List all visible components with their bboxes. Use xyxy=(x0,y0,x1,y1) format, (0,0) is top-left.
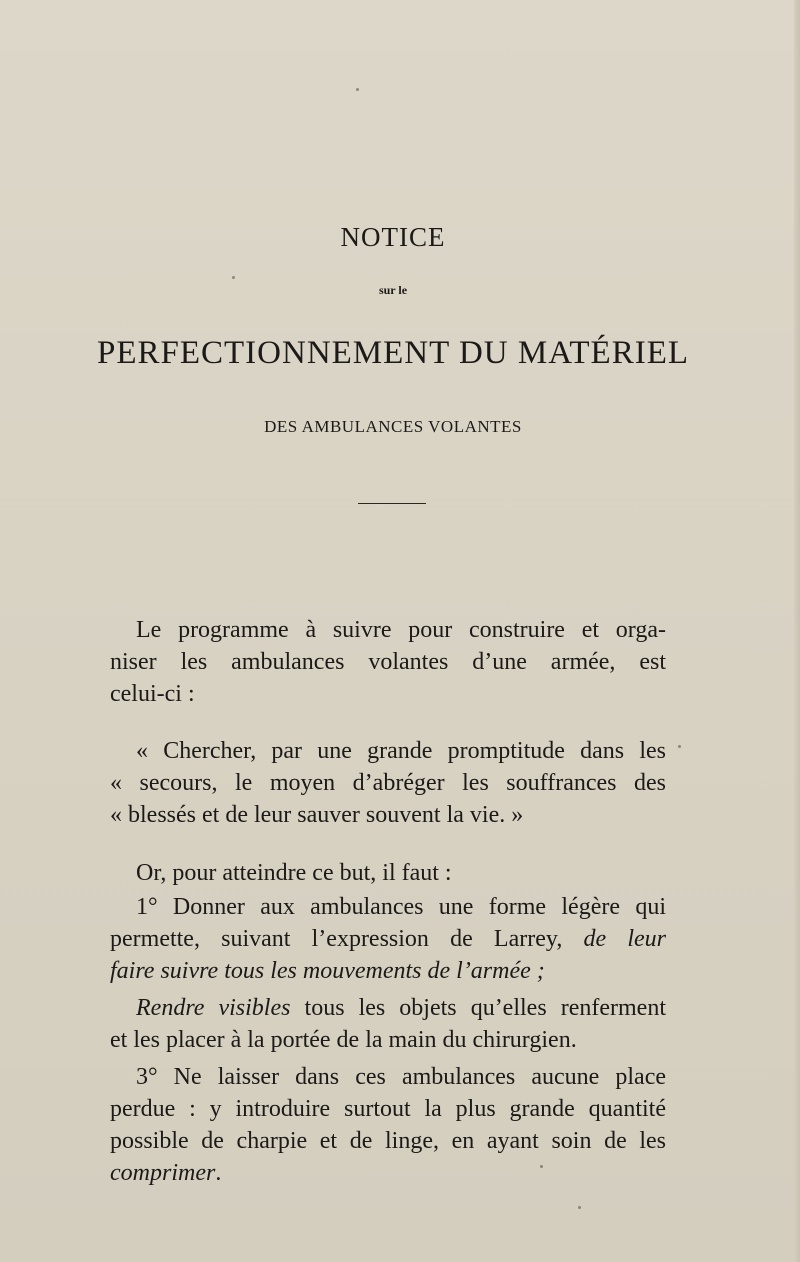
paper-speck xyxy=(578,1206,581,1209)
text-line: 1° Donner aux ambulances une forme légère qui xyxy=(136,894,666,920)
text-span: permette, suivant l’expression de Larrey, xyxy=(110,926,584,952)
paragraph-item-2 xyxy=(110,992,666,1056)
heading-notice: NOTICE xyxy=(340,222,446,252)
text-span: . xyxy=(215,1160,222,1186)
page-subtitle: DES AMBULANCES VOLANTES xyxy=(264,417,522,436)
text-line: perdue : y introduire surtout la plus grande quantité xyxy=(110,1096,666,1122)
text-line xyxy=(110,992,666,1024)
paper-speck xyxy=(356,88,359,91)
paragraph-programme xyxy=(110,614,666,710)
text-line xyxy=(110,923,666,955)
section-divider xyxy=(358,503,426,504)
paragraph-quotation xyxy=(110,735,666,831)
paragraph-item-3 xyxy=(110,1061,666,1189)
italic-span: comprimer xyxy=(110,1160,216,1186)
paper-speck xyxy=(678,745,681,748)
text-line: celui-ci : xyxy=(110,681,195,707)
text-line: Or, pour atteindre ce but, il faut : xyxy=(136,860,452,886)
text-line: 3° Ne laisser dans ces ambulances aucune place xyxy=(136,1064,666,1090)
text-line: possible de charpie et de linge, en ayant soin de les xyxy=(110,1128,666,1154)
text-line: « blessés et de leur sauver souvent la vie. » xyxy=(110,802,524,828)
text-line: niser les ambulances volantes d’une armée, est xyxy=(110,649,666,675)
text-line: et les placer à la portée de la main du chirurgien. xyxy=(110,1027,577,1053)
heading-sur-le: sur le xyxy=(378,283,408,297)
page-edge xyxy=(794,0,800,1262)
text-line: « secours, le moyen d’abréger les souffrances des xyxy=(110,770,666,796)
paragraph-item-1 xyxy=(110,891,666,987)
paper-speck xyxy=(540,1165,543,1168)
italic-span: de leur xyxy=(583,926,667,952)
paper-speck xyxy=(232,276,235,279)
text-line: Le programme à suivre pour construire et orga- xyxy=(136,617,666,643)
text-span: tous les objets qu’elles renferment xyxy=(290,995,666,1021)
text-line: « Chercher, par une grande promptitude dans les xyxy=(136,738,666,764)
paragraph-but xyxy=(110,857,666,889)
italic-span: Rendre visibles xyxy=(136,995,291,1021)
italic-line: faire suivre tous les mouvements de l’armée ; xyxy=(110,958,545,984)
text-line xyxy=(110,1157,666,1189)
page-title: PERFECTIONNEMENT DU MATÉRIEL xyxy=(96,335,690,371)
